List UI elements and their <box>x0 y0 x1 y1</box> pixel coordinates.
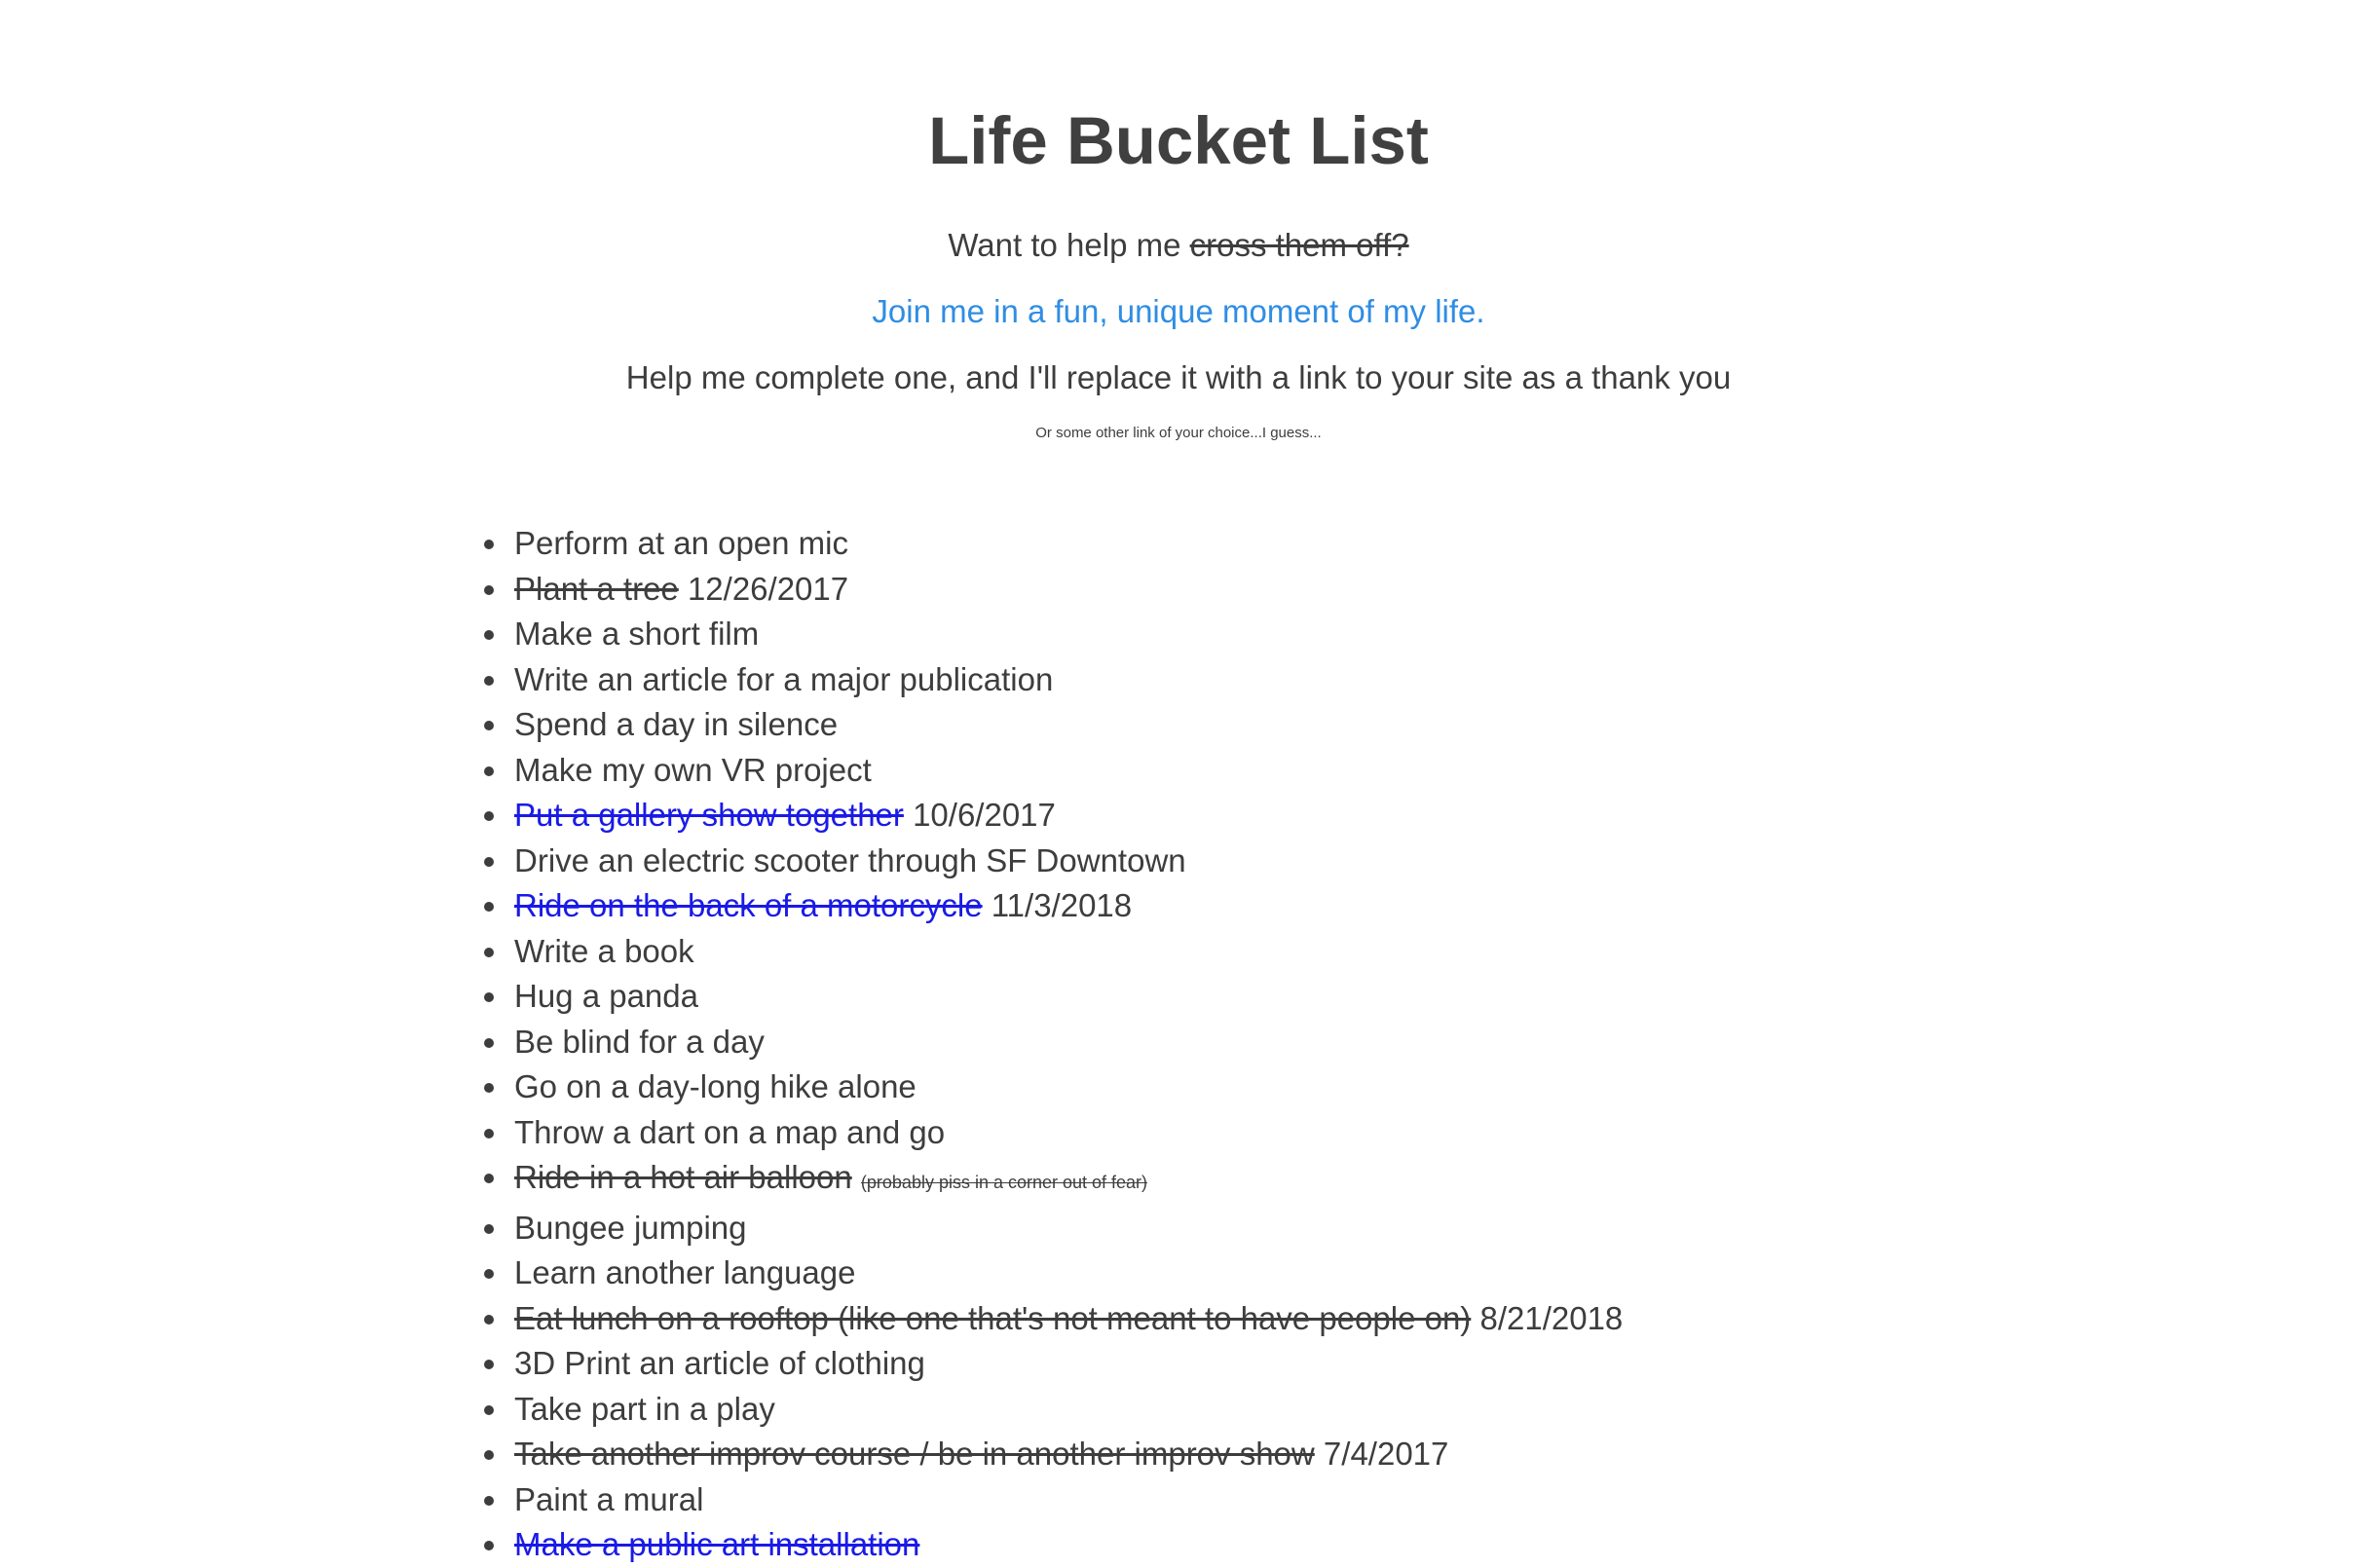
intro-prefix: Want to help me <box>948 227 1190 263</box>
list-item <box>510 1110 1623 1156</box>
item-text: Throw a dart on a map and go <box>514 1113 946 1150</box>
list-item <box>510 1020 1623 1065</box>
completed-item-link[interactable]: Ride on the back of a motorcycle <box>514 887 983 923</box>
list-item <box>510 612 1623 657</box>
cta-line <box>0 292 2357 331</box>
completed-item-link[interactable]: Put a gallery show together <box>514 797 904 833</box>
item-text: Take part in a play <box>514 1390 775 1427</box>
list-item <box>510 974 1623 1020</box>
item-text: Hug a panda <box>514 978 698 1014</box>
item-text-completed: Take another improv course / be in another improv show <box>514 1436 1315 1472</box>
completion-date: 7/4/2017 <box>1323 1436 1449 1472</box>
intro-struck-text: cross them off? <box>1189 227 1409 263</box>
item-text-completed: Ride in a hot air balloon <box>514 1159 852 1195</box>
list-item <box>510 1432 1623 1477</box>
item-text-completed: Plant a tree <box>514 570 679 607</box>
item-text: Write an article for a major publication <box>514 660 1054 697</box>
item-text: Be blind for a day <box>514 1023 765 1060</box>
page-title: Life Bucket List <box>928 103 1429 178</box>
list-item <box>510 839 1623 884</box>
item-text: Make a short film <box>514 616 760 652</box>
completion-date: 12/26/2017 <box>687 570 849 607</box>
list-item <box>510 1341 1623 1387</box>
list-item <box>510 748 1623 794</box>
item-text: Make my own VR project <box>514 751 872 788</box>
completion-date: 8/21/2018 <box>1479 1299 1624 1336</box>
item-text: Learn another language <box>514 1254 856 1290</box>
fine-print: Or some other link of your choice...I guess... <box>1035 425 1322 441</box>
thank-you-text: Help me complete one, and I'll replace it with a link to your site as a thank you <box>625 359 1732 395</box>
completed-item-link[interactable]: Make a public art installation <box>514 1526 920 1562</box>
list-item <box>510 929 1623 975</box>
join-me-link[interactable]: Join me in a fun, unique moment of my life. <box>872 293 1485 329</box>
list-item <box>510 1522 1623 1568</box>
bucket-list <box>467 521 1623 1568</box>
item-note: (probably piss in a corner out of fear) <box>860 1173 1148 1192</box>
item-text: Drive an electric scooter through SF Downtown <box>514 841 1186 878</box>
list-item <box>510 1251 1623 1296</box>
item-text: Bungee jumping <box>514 1209 747 1246</box>
item-text: Go on a day-long hike alone <box>514 1068 917 1104</box>
item-text: Perform at an open mic <box>514 525 848 561</box>
list-item <box>510 702 1623 748</box>
list-item <box>510 1064 1623 1110</box>
list-item <box>510 1387 1623 1433</box>
completion-date: 10/6/2017 <box>913 797 1056 833</box>
list-item <box>510 1155 1623 1206</box>
list-item <box>510 521 1623 567</box>
item-text-completed: Eat lunch on a rooftop (like one that's not meant to have people on) <box>514 1299 1472 1336</box>
list-item <box>510 1206 1623 1251</box>
completion-date: 11/3/2018 <box>991 887 1133 923</box>
item-text: Paint a mural <box>514 1480 704 1517</box>
page-header <box>0 0 2357 443</box>
list-item <box>510 883 1623 929</box>
list-item <box>510 793 1623 839</box>
list-item <box>510 567 1623 613</box>
intro-text <box>0 226 2357 265</box>
item-text: Spend a day in silence <box>514 706 839 742</box>
list-item <box>510 1477 1623 1523</box>
item-text: 3D Print an article of clothing <box>514 1345 925 1381</box>
list-item <box>510 1296 1623 1342</box>
list-item <box>510 657 1623 703</box>
item-text: Write a book <box>514 932 694 969</box>
